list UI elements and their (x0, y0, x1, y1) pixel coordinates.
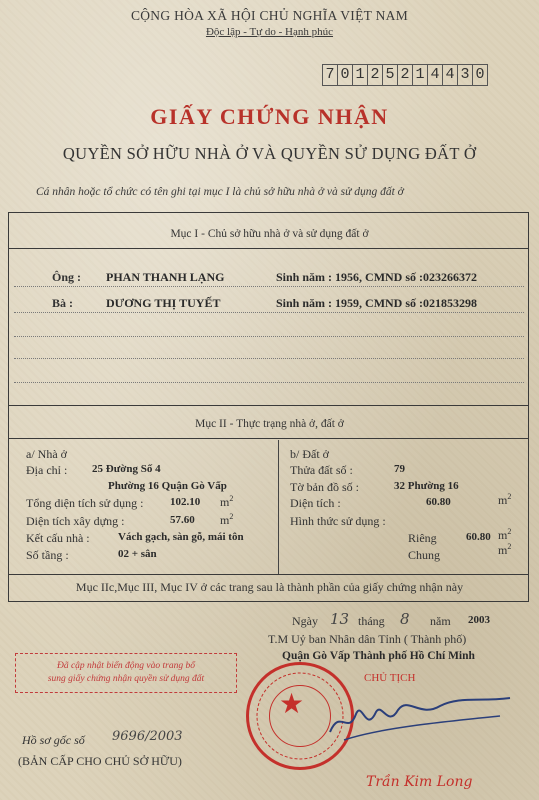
serial-digit: 3 (457, 64, 473, 86)
unit: $m^2$ (220, 494, 234, 509)
land-area-value: 60.80 (426, 496, 451, 508)
total-area-value: 102.10 (170, 496, 201, 508)
record-label: Hồ sơ gốc số (22, 733, 85, 747)
total-area-label: Tổng diện tích sử dụng : (26, 496, 144, 510)
document-subtitle: QUYỀN SỞ HỮU NHÀ Ở VÀ QUYỀN SỬ DỤNG ĐẤT Ở (62, 144, 477, 163)
authority-role: CHỦ TỊCH (364, 672, 416, 684)
floors-label: Số tầng : (26, 548, 69, 562)
address-line2: Phường 16 Quận Gò Vấp (108, 480, 227, 492)
update-stamp-line2: sung giấy chứng nhận quyền sử dụng đất (47, 674, 205, 684)
shared-label: Chung (408, 548, 441, 562)
unit-m: m (498, 543, 508, 557)
seal-star-icon: ★ (279, 689, 305, 720)
date-year-label: năm (430, 614, 451, 628)
serial-digit: 2 (367, 64, 383, 86)
section1-heading: Mục I - Chủ sở hữu nhà ở và sử dụng đất ở (170, 228, 369, 240)
floors-value: 02 + sân (118, 548, 157, 560)
divider (8, 405, 529, 406)
owner2-prefix: Bà : (52, 296, 73, 310)
address-label: Địa chỉ : (26, 463, 68, 477)
motto: Độc lập - Tự do - Hạnh phúc (205, 26, 334, 38)
usage-label: Hình thức sử dụng : (290, 514, 386, 528)
land-heading: b/ Đất ở (290, 447, 330, 461)
unit-m: m (220, 513, 230, 527)
copy-note: (BẢN CẤP CHO CHỦ SỞ HỮU) (18, 754, 182, 768)
serial-digit: 1 (412, 64, 428, 86)
section2-heading: Mục II - Thực trạng nhà ở, đất ở (195, 418, 344, 430)
map-label: Tờ bản đồ số : (290, 480, 360, 494)
owner1-info: Sinh năm : 1956, CMND số :023266372 (276, 270, 478, 284)
house-heading: a/ Nhà ở (26, 447, 67, 461)
serial-digit: 2 (397, 64, 413, 86)
unit-m: m (498, 493, 508, 507)
dotted-line (14, 312, 524, 313)
owner1-prefix: Ông : (52, 270, 82, 284)
map-value: 32 Phường 16 (394, 480, 459, 492)
signer-name: Trần Kim Long (366, 774, 473, 790)
divider (8, 248, 529, 249)
dotted-line (14, 286, 524, 287)
build-area-label: Diện tích xây dựng : (26, 514, 125, 528)
unit: $m^2$ (498, 492, 512, 507)
private-label: Riêng (408, 531, 437, 545)
land-area-label: Diện tích : (290, 496, 341, 510)
serial-digit: 5 (382, 64, 398, 86)
authority-line2: Quận Gò Vấp Thành phố Hồ Chí Minh (282, 650, 475, 662)
signature-icon (320, 688, 520, 748)
serial-digit: 4 (427, 64, 443, 86)
divider (8, 438, 529, 439)
date-month: 8 (400, 610, 410, 628)
unit: $m^2$ (498, 542, 512, 557)
parcel-value: 79 (394, 463, 405, 475)
unit-m: m (220, 495, 230, 509)
update-stamp (15, 653, 237, 693)
footer-note: Mục IIc,Mục III, Mục IV ở các trang sau là thành phần của giấy chứng nhận này (75, 580, 464, 594)
private-value: 60.80 (466, 531, 491, 543)
record-value: 9696/2003 (112, 729, 183, 744)
date-month-label: tháng (358, 614, 385, 628)
date-day: 13 (330, 610, 350, 628)
dotted-line (14, 336, 524, 337)
unit: $m^2$ (220, 512, 234, 527)
date-year: 2003 (468, 614, 490, 626)
parcel-label: Thửa đất số : (290, 463, 353, 477)
owner1-name: PHAN THANH LẠNG (106, 270, 225, 284)
column-divider (278, 440, 279, 574)
country-header: CỘNG HÒA XÃ HỘI CHỦ NGHĨA VIỆT NAM (130, 8, 409, 23)
authority-line1: T.M Uỷ ban Nhân dân Tỉnh ( Thành phố) (268, 632, 467, 646)
serial-number (322, 64, 487, 86)
serial-digit: 1 (352, 64, 368, 86)
divider (8, 574, 529, 575)
owner2-name: DƯƠNG THỊ TUYẾT (106, 296, 221, 310)
structure-value: Vách gạch, sàn gỗ, mái tôn (118, 531, 244, 543)
address-line1: 25 Đường Số 4 (92, 463, 161, 475)
serial-digit: 0 (472, 64, 488, 86)
dotted-line (14, 358, 524, 359)
update-stamp-line1: Đã cập nhật biến động vào trang bổ (56, 661, 195, 671)
owner2-info: Sinh năm : 1959, CMND số :021853298 (276, 296, 478, 310)
build-area-value: 57.60 (170, 514, 195, 526)
intro-text: Cá nhân hoặc tổ chức có tên ghi tại mục I là chủ sở hữu nhà ở và sử dụng đất ở (36, 186, 404, 198)
structure-label: Kết cấu nhà : (26, 531, 90, 545)
unit-m: m (498, 528, 508, 542)
unit: $m^2$ (498, 527, 512, 542)
dotted-line (14, 382, 524, 383)
date-prefix: Ngày (292, 614, 318, 628)
serial-digit: 0 (337, 64, 353, 86)
document-title: GIẤY CHỨNG NHẬN (150, 104, 389, 129)
serial-digit: 4 (442, 64, 458, 86)
serial-digit: 7 (322, 64, 338, 86)
